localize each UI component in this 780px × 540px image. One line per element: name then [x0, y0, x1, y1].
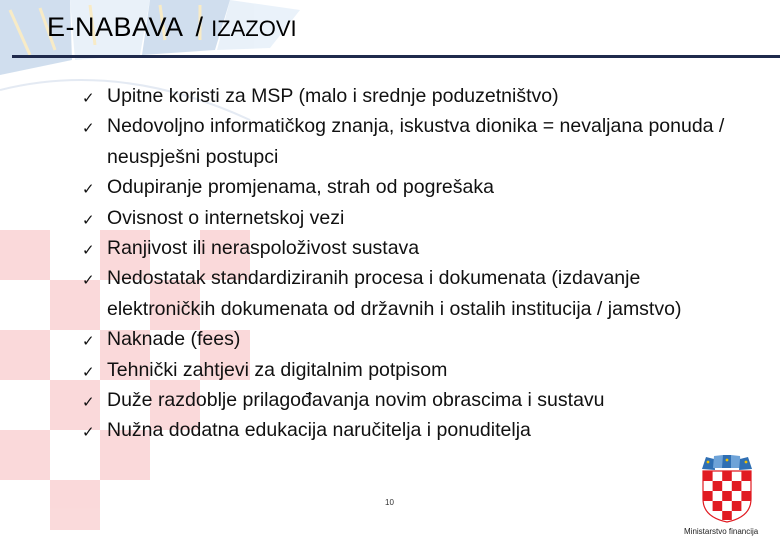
croatian-coat-of-arms-logo: [698, 455, 756, 523]
list-item-text: Nedovoljno informatičkog znanja, iskustva dionika = nevaljana ponuda / neuspješni postupci: [107, 115, 725, 168]
list-item: [0, 233, 780, 263]
title-subtitle: IZAZOVI: [211, 16, 297, 41]
ministry-name: Ministarstvo financija: [684, 527, 759, 536]
title-separator: /: [195, 12, 204, 42]
list-item: [0, 324, 780, 354]
list-item: [0, 263, 780, 324]
title-underline: [12, 55, 780, 58]
list-item-text: Nedostatak standardiziranih procesa i dokumenata (izdavanje elektroničkih dokumenata od državnih i ostalih institucija / jamstvo): [107, 267, 682, 320]
checkmark-icon: ✓: [82, 180, 95, 199]
page-title: [47, 12, 297, 43]
checkmark-icon: ✓: [82, 271, 95, 290]
challenges-list: [0, 81, 780, 446]
list-item-text: Ovisnost o internetskoj vezi: [107, 206, 345, 229]
list-item: [0, 203, 780, 233]
list-item-text: Naknade (fees): [107, 328, 241, 351]
list-item-text: Duže razdoblje prilagođavanja novim obrascima i sustavu: [107, 389, 605, 412]
list-item: [0, 415, 780, 445]
checkmark-icon: ✓: [82, 241, 95, 260]
crown-icon: [702, 455, 752, 470]
checkered-shield-icon: [703, 471, 751, 522]
page-number: 10: [385, 498, 394, 507]
list-item-text: Ranjivost ili neraspoloživost sustava: [107, 237, 420, 260]
list-item: [0, 172, 780, 202]
checkmark-icon: ✓: [82, 332, 95, 351]
checkmark-icon: ✓: [82, 210, 95, 229]
list-item-text: Nužna dodatna edukacija naručitelja i ponuditelja: [107, 419, 531, 442]
list-item: [0, 355, 780, 385]
list-item-text: Tehnički zahtjevi za digitalnim potpisom: [107, 358, 448, 381]
title-main: E-NABAVA: [47, 12, 184, 42]
list-item: [0, 385, 780, 415]
checkmark-icon: ✓: [82, 423, 95, 442]
checkmark-icon: ✓: [82, 89, 95, 107]
list-item: [0, 111, 780, 172]
checkmark-icon: ✓: [82, 119, 95, 138]
checkmark-icon: ✓: [82, 362, 95, 381]
list-item-text: Odupiranje promjenama, strah od pogrešaka: [107, 176, 494, 199]
list-item: [0, 81, 780, 111]
list-item-text: Upitne koristi za MSP (malo i srednje poduzetništvo): [107, 85, 559, 107]
checkmark-icon: ✓: [82, 393, 95, 412]
